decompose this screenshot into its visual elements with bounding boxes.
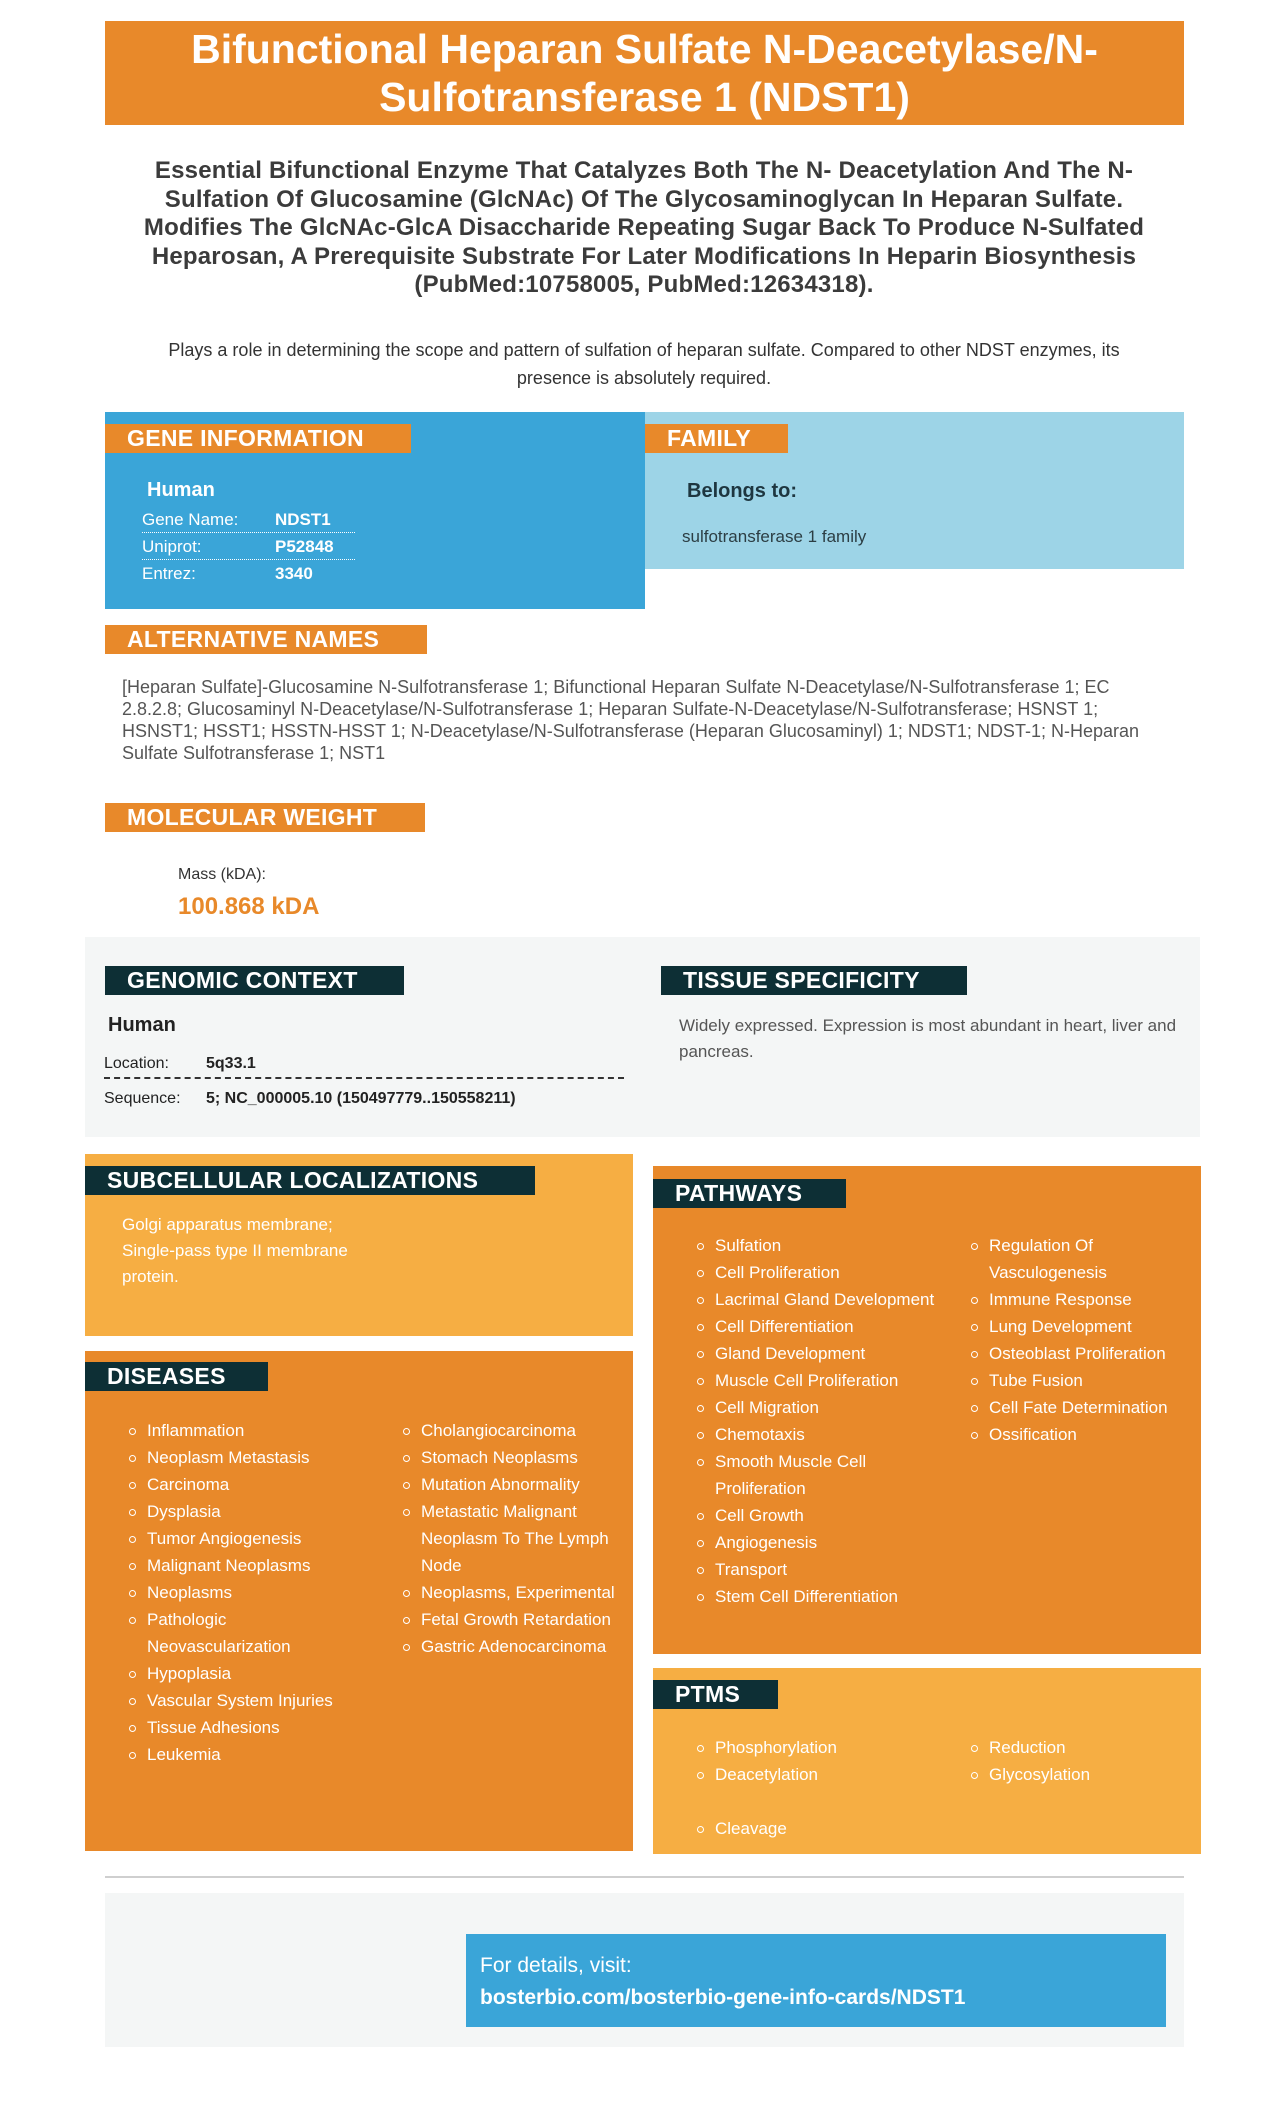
list-item: Stomach Neoplasms [401, 1444, 626, 1471]
ptms-list-1 [695, 1734, 935, 1788]
footer-divider [105, 1876, 1184, 1878]
list-item: Neoplasm Metastasis [127, 1444, 367, 1471]
entrez-value: 3340 [275, 564, 313, 583]
list-item: Mutation Abnormality [401, 1471, 626, 1498]
sequence-row [104, 1084, 624, 1114]
list-item: Leukemia [127, 1741, 367, 1768]
pathways-list-2 [969, 1232, 1194, 1448]
list-item: Tube Fusion [969, 1367, 1194, 1394]
list-item: Angiogenesis [695, 1529, 935, 1556]
list-item: Pathologic Neovascularization [127, 1606, 367, 1660]
sequence-value: 5; NC_000005.10 (150497779..150558211) [206, 1090, 516, 1107]
list-item: Lung Development [969, 1313, 1194, 1340]
pathways-heading: PATHWAYS [653, 1179, 846, 1208]
list-item: Vascular System Injuries [127, 1687, 367, 1714]
list-item: Lacrimal Gland Development [695, 1286, 935, 1313]
page-title: Bifunctional Heparan Sulfate N-Deacetylase/N-Sulfotransferase 1 (NDST1) [191, 26, 1098, 120]
molecular-weight-heading: MOLECULAR WEIGHT [105, 803, 425, 832]
diseases-heading: DISEASES [85, 1362, 268, 1391]
list-item: Immune Response [969, 1286, 1194, 1313]
list-item: Regulation Of Vasculogenesis [969, 1232, 1194, 1286]
tissue-specificity-text: Widely expressed. Expression is most abundant in heart, liver and pancreas. [679, 1016, 1177, 1061]
list-item: Cholangiocarcinoma [401, 1417, 626, 1444]
title-banner [105, 21, 1184, 125]
list-item: Deacetylation [695, 1761, 935, 1788]
ptms-list-1b [695, 1815, 935, 1842]
gene-information-heading: GENE INFORMATION [105, 424, 411, 453]
list-item: Smooth Muscle Cell Proliferation [695, 1448, 935, 1502]
list-item: Glycosylation [969, 1761, 1194, 1788]
list-item: Tissue Adhesions [127, 1714, 367, 1741]
uniprot-row [142, 533, 355, 560]
genomic-species: Human [108, 1014, 176, 1036]
alternative-names-heading: ALTERNATIVE NAMES [105, 625, 427, 654]
list-item: Hypoplasia [127, 1660, 367, 1687]
gene-name-value: NDST1 [275, 510, 331, 529]
list-item: Transport [695, 1556, 935, 1583]
alternative-names-text: [Heparan Sulfate]-Glucosamine N-Sulfotransferase 1; Bifunctional Heparan Sulfate N-Deacetylase/N-Sulfotransferase 1; EC 2.8.2.8; Glucosaminyl N-Deacetylase/N-Sulfotransferase 1; Heparan Sulfate-N-Deacetylase/N-Sulfotransferase; HSNST 1; HSNST1; HSST1; HSSTN-HSST 1; N-Deacetylase/N-Sulfotransferase (Heparan Glucosaminyl) 1; NDST1; NDST-1; N-Heparan Sulfate Sulfotransferase 1; NST1 [122, 677, 1139, 763]
uniprot-label: Uniprot: [142, 537, 202, 556]
list-item: Gastric Adenocarcinoma [401, 1633, 626, 1660]
list-item: Cell Differentiation [695, 1313, 935, 1340]
list-item: Metastatic Malignant Neoplasm To The Lymph Node [401, 1498, 626, 1579]
mass-value: 100.868 kDA [178, 893, 320, 920]
list-item: Phosphorylation [695, 1734, 935, 1761]
family-heading: FAMILY [645, 424, 788, 453]
details-url-link[interactable]: bosterbio.com/bosterbio-gene-info-cards/NDST1 [480, 1986, 966, 2009]
list-item: Dysplasia [127, 1498, 367, 1525]
subcellular-text: Golgi apparatus membrane; Single-pass type II membrane protein. [122, 1215, 348, 1286]
pathways-list-1 [695, 1232, 935, 1610]
details-link-box[interactable] [466, 1934, 1166, 2027]
ptms-list-2 [969, 1734, 1194, 1788]
subcellular-heading: SUBCELLULAR LOCALIZATIONS [85, 1166, 535, 1195]
list-item: Cell Migration [695, 1394, 935, 1421]
list-item: Cell Growth [695, 1502, 935, 1529]
list-item: Fetal Growth Retardation [401, 1606, 626, 1633]
gene-name-label: Gene Name: [142, 510, 239, 529]
list-item: Muscle Cell Proliferation [695, 1367, 935, 1394]
location-label: Location: [104, 1055, 169, 1072]
list-item: Carcinoma [127, 1471, 367, 1498]
list-item: Osteoblast Proliferation [969, 1340, 1194, 1367]
diseases-list-1 [127, 1417, 367, 1768]
gene-name-row [142, 506, 355, 533]
protein-summary: Essential Bifunctional Enzyme That Catalyzes Both The N- Deacetylation And The N-Sulfation Of Glucosamine (GlcNAc) Of The Glycosaminoglycan In Heparan Sulfate. Modifies The GlcNAc-GlcA Disaccharide Repeating Sugar Back To Produce N-Sulfated Heparosan, A Prerequisite Substrate For Later Modifications In Heparin Biosynthesis (PubMed:10758005, PubMed:12634318). [143, 157, 1145, 298]
mass-label: Mass (kDA): [178, 866, 266, 883]
list-item: Gland Development [695, 1340, 935, 1367]
family-value: sulfotransferase 1 family [682, 527, 867, 546]
entrez-label: Entrez: [142, 564, 196, 583]
list-item: Cell Proliferation [695, 1259, 935, 1286]
sequence-label: Sequence: [104, 1090, 181, 1107]
list-item: Malignant Neoplasms [127, 1552, 367, 1579]
protein-description: Plays a role in determining the scope and pattern of sulfation of heparan sulfate. Compared to other NDST enzymes, its presence is absolutely required. [168, 340, 1120, 388]
list-item: Chemotaxis [695, 1421, 935, 1448]
entrez-row [142, 560, 355, 587]
details-label: For details, visit: [480, 1954, 632, 1977]
list-item: Neoplasms [127, 1579, 367, 1606]
diseases-list-2 [401, 1417, 626, 1660]
list-item: Sulfation [695, 1232, 935, 1259]
list-item: Reduction [969, 1734, 1194, 1761]
ptms-heading: PTMS [653, 1680, 778, 1709]
gene-species: Human [147, 479, 215, 501]
list-item: Ossification [969, 1421, 1194, 1448]
tissue-specificity-heading: TISSUE SPECIFICITY [661, 966, 967, 995]
list-item: Cleavage [695, 1815, 935, 1842]
list-item: Cell Fate Determination [969, 1394, 1194, 1421]
list-item: Stem Cell Differentiation [695, 1583, 935, 1610]
location-row [104, 1049, 624, 1079]
list-item: Tumor Angiogenesis [127, 1525, 367, 1552]
list-item: Inflammation [127, 1417, 367, 1444]
list-item: Neoplasms, Experimental [401, 1579, 626, 1606]
uniprot-value: P52848 [275, 537, 334, 556]
family-belongs-label: Belongs to: [687, 480, 797, 502]
location-value: 5q33.1 [206, 1055, 256, 1072]
genomic-context-heading: GENOMIC CONTEXT [105, 966, 404, 995]
